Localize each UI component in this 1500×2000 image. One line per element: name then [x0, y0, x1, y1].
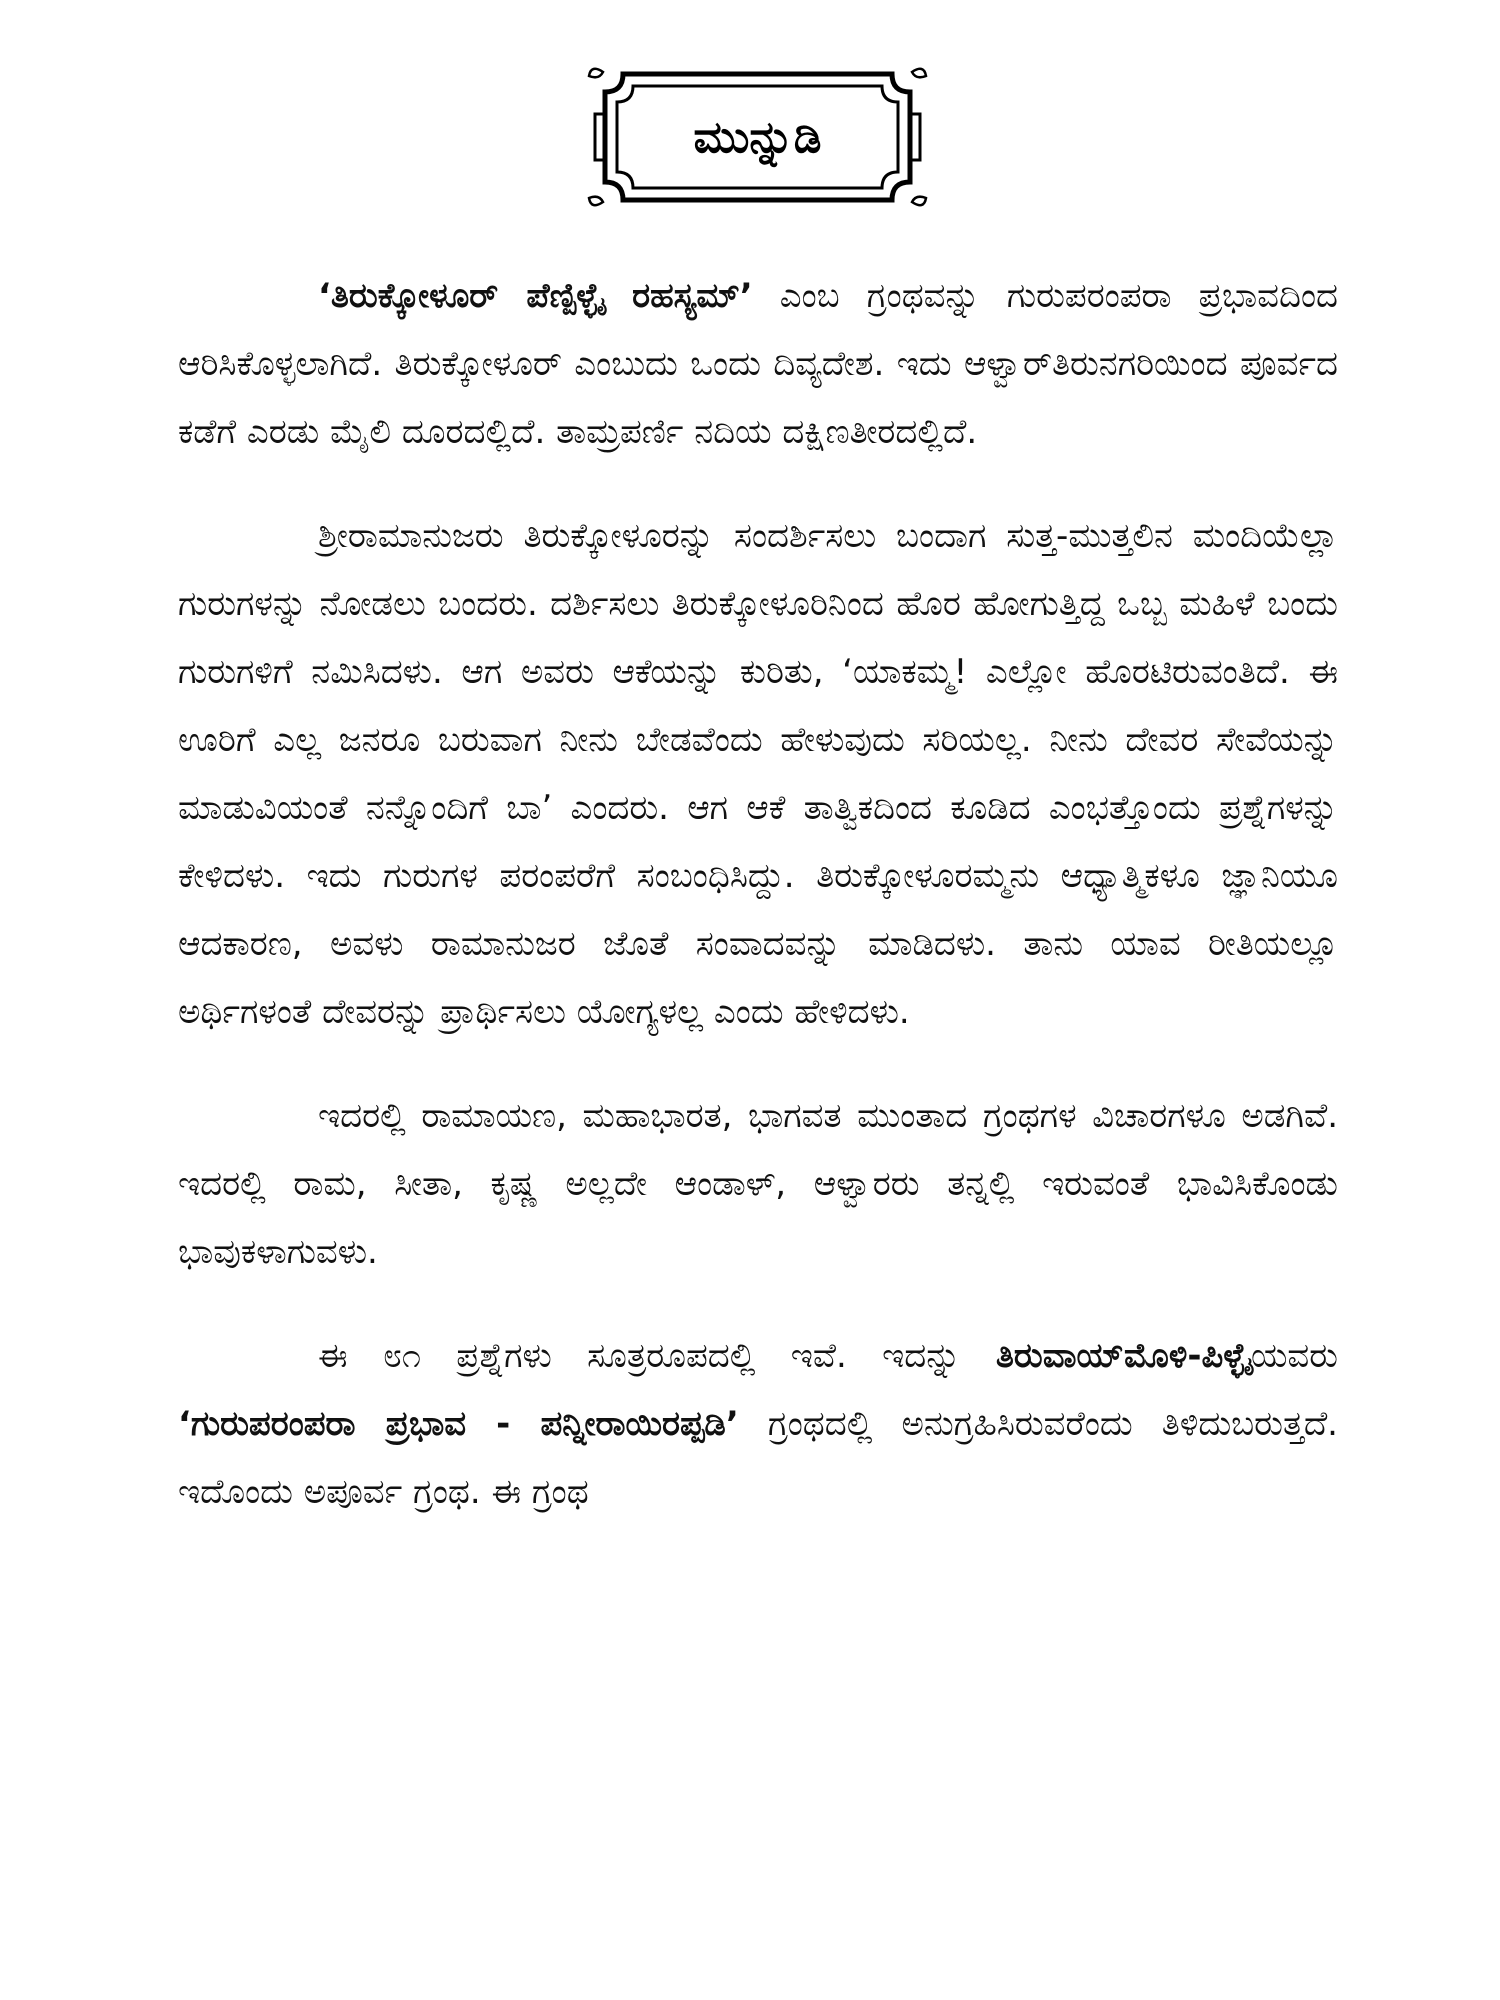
paragraph-1-text: ಎಂಬ ಗ್ರಂಥವನ್ನು ಗುರುಪರಂಪರಾ ಪ್ರಭಾವದಿಂದ ಆರಿಸಿಕೊಳ್ಳಲಾಗಿದೆ. ತಿರುಕ್ಕೋಳೂರ್ ಎಂಬುದು ಒಂದು ದಿವ್ಯದೇಶ. ಇದು ಆಳ್ವಾರ್‌ತಿರುನಗರಿಯಿಂದ ಪೂರ್ವದ ಕಡೆಗೆ ಎರಡು ಮೈಲಿ ದೂರದಲ್ಲಿದೆ. ತಾಮ್ರಪರ್ಣಿ ನದಿಯ ದಕ್ಷಿಣತೀರದಲ್ಲಿದೆ.: [178, 276, 1338, 452]
page-title: ಮುನ್ನುಡಿ: [693, 111, 822, 163]
paragraph-4-bold-b: ‘ಗುರುಪರಂಪರಾ ಪ್ರಭಾವ - ಪನ್ನೀರಾಯಿರಪ್ಪಡಿ’: [178, 1404, 739, 1444]
paragraph-4-text-c: ಗ್ರಂಥದಲ್ಲಿ ಅನುಗ್ರಹಿಸಿರುವರೆಂದು ತಿಳಿದುಬರುತ್ತದೆ. ಇದೊಂದು ಅಪೂರ್ವ ಗ್ರಂಥ. ಈ ಗ್ರಂಥ: [178, 1404, 1338, 1512]
body-text: [178, 262, 1338, 1562]
book-title-bold: ‘ತಿರುಕ್ಕೋಳೂರ್ ಪೆಣ್ಪಿಳ್ಳೈ ರಹಸ್ಯಮ್’: [318, 276, 753, 316]
paragraph-3-text: ಇದರಲ್ಲಿ ರಾಮಾಯಣ, ಮಹಾಭಾರತ, ಭಾಗವತ ಮುಂತಾದ ಗ್ರಂಥಗಳ ವಿಚಾರಗಳೂ ಅಡಗಿವೆ. ಇದರಲ್ಲಿ ರಾಮ, ಸೀತಾ, ಕೃಷ್ಣ ಅಲ್ಲದೇ ಆಂಡಾಳ್, ಆಳ್ವಾರರು ತನ್ನಲ್ಲಿ ಇರುವಂತೆ ಭಾವಿಸಿಕೊಂಡು ಭಾವುಕಳಾಗುವಳು.: [178, 1096, 1338, 1272]
paragraph-4-text-b: ಯವರು: [1250, 1336, 1338, 1376]
title-frame: [585, 62, 930, 212]
paragraph-2-text: ಶ್ರೀರಾಮಾನುಜರು ತಿರುಕ್ಕೋಳೂರನ್ನು ಸಂದರ್ಶಿಸಲು ಬಂದಾಗ ಸುತ್ತ-ಮುತ್ತಲಿನ ಮಂದಿಯೆಲ್ಲಾ ಗುರುಗಳನ್ನು ನೋಡಲು ಬಂದರು. ದರ್ಶಿಸಲು ತಿರುಕ್ಕೋಳೂರಿನಿಂದ ಹೊರ ಹೋಗುತ್ತಿದ್ದ ಒಬ್ಬ ಮಹಿಳೆ ಬಂದು ಗುರುಗಳಿಗೆ ನಮಿಸಿದಳು. ಆಗ ಅವರು ಆಕೆಯನ್ನು ಕುರಿತು, ‘ಯಾಕಮ್ಮ! ಎಲ್ಲೋ ಹೊರಟಿರುವಂತಿದೆ. ಈ ಊರಿಗೆ ಎಲ್ಲ ಜನರೂ ಬರುವಾಗ ನೀನು ಬೇಡವೆಂದು ಹೇಳುವುದು ಸರಿಯಲ್ಲ. ನೀನು ದೇವರ ಸೇವೆಯನ್ನು ಮಾಡುವಿಯಂತೆ ನನ್ನೊಂದಿಗೆ ಬಾ’ ಎಂದರು. ಆಗ ಆಕೆ ತಾತ್ವಿಕದಿಂದ ಕೂಡಿದ ಎಂಭತ್ತೊಂದು ಪ್ರಶ್ನೆಗಳನ್ನು ಕೇಳಿದಳು. ಇದು ಗುರುಗಳ ಪರಂಪರೆಗೆ ಸಂಬಂಧಿಸಿದ್ದು. ತಿರುಕ್ಕೋಳೂರಮ್ಮನು ಆಧ್ಯಾತ್ಮಿಕಳೂ ಜ್ಞಾನಿಯೂ ಆದಕಾರಣ, ಅವಳು ರಾಮಾನುಜರ ಜೊತೆ ಸಂವಾದವನ್ನು ಮಾಡಿದಳು. ತಾನು ಯಾವ ರೀತಿಯಲ್ಲೂ ಅರ್ಥಿಗಳಂತೆ ದೇವರನ್ನು ಪ್ರಾರ್ಥಿಸಲು ಯೋಗ್ಯಳಲ್ಲ ಎಂದು ಹೇಳಿದಳು.: [178, 516, 1338, 1032]
paragraph-1: [178, 262, 1338, 466]
paragraph-2: [178, 502, 1338, 1046]
paragraph-4-bold-a: ತಿರುವಾಯ್‌ಮೊಳಿ-ಪಿಳ್ಳೈ: [995, 1336, 1251, 1376]
paragraph-4-text-a: ಈ ೮೧ ಪ್ರಶ್ನೆಗಳು ಸೂತ್ರರೂಪದಲ್ಲಿ ಇವೆ. ಇದನ್ನು: [318, 1336, 996, 1376]
paragraph-3: [178, 1082, 1338, 1286]
paragraph-4: [178, 1322, 1338, 1526]
